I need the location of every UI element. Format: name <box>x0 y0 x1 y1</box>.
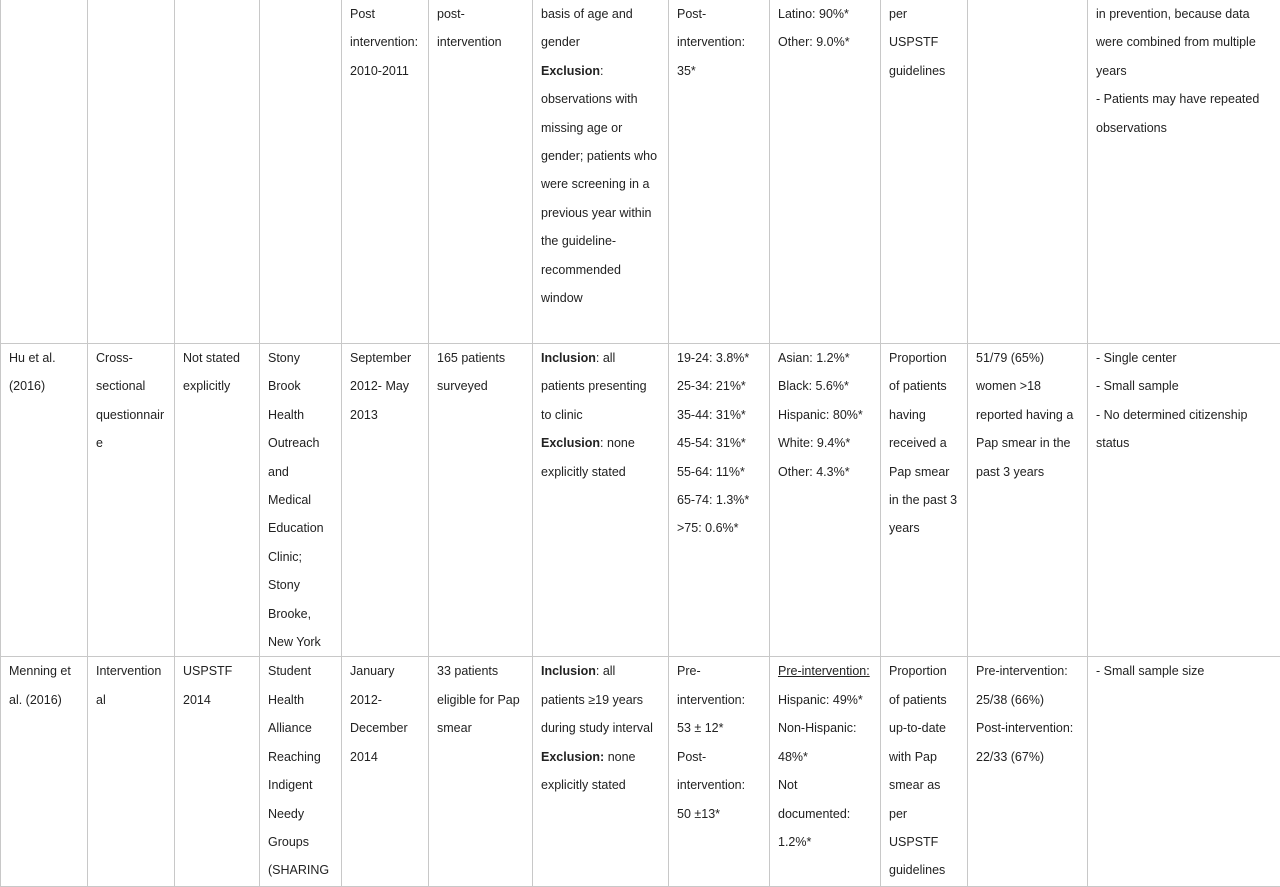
cell-text: to clinic <box>541 408 583 422</box>
cell-line: - Small sample size <box>1096 657 1274 685</box>
cell-text: Other: 9.0%* <box>778 35 850 49</box>
cell-result <box>968 657 1088 887</box>
cell-text: the guideline- <box>541 234 616 248</box>
cell-text: 48%* <box>778 750 808 764</box>
cell-text: were screening in a <box>541 177 649 191</box>
cell-line: Reaching <box>268 743 335 771</box>
cell-result <box>968 0 1088 344</box>
cell-line <box>541 771 662 799</box>
cell-line <box>541 170 662 198</box>
cell-line <box>778 401 874 429</box>
cell-text: observations with <box>541 92 638 106</box>
cell-ethnicity <box>770 344 881 657</box>
cell-design <box>88 657 175 887</box>
cell-ethnicity <box>770 0 881 344</box>
cell-text: Asian: 1.2%* <box>778 351 850 365</box>
cell-line: Pap smear <box>889 458 961 486</box>
cell-period <box>342 344 429 657</box>
cell-line: 2014 <box>183 686 253 714</box>
cell-line: post- <box>437 0 526 28</box>
cell-guideline <box>175 344 260 657</box>
cell-text: window <box>541 291 583 305</box>
cell-line <box>541 686 662 714</box>
cell-text: : all <box>596 351 615 365</box>
cell-line: al. (2016) <box>9 686 81 714</box>
cell-line: years <box>889 514 961 542</box>
cell-text: White: 9.4%* <box>778 436 850 450</box>
cell-line: Post- <box>677 743 763 771</box>
cell-line: reported having a <box>976 401 1081 429</box>
cell-text: Hispanic: 80%* <box>778 408 863 422</box>
cell-line: September <box>350 344 422 372</box>
cell-line <box>778 28 874 56</box>
cell-line: years <box>1096 57 1274 85</box>
cell-text: missing age or <box>541 121 622 135</box>
cell-text: explicitly stated <box>541 465 626 479</box>
cell-line <box>541 57 662 85</box>
cell-line: Alliance <box>268 714 335 742</box>
cell-line: - No determined citizenship <box>1096 401 1274 429</box>
cell-line <box>778 714 874 742</box>
cell-line: - Small sample <box>1096 372 1274 400</box>
cell-study <box>1 657 88 887</box>
bold-label: Exclusion <box>541 436 600 450</box>
cell-line <box>541 429 662 457</box>
cell-text: none <box>604 750 635 764</box>
cell-line: 2014 <box>350 743 422 771</box>
cell-line: eligible for Pap <box>437 686 526 714</box>
cell-line: guidelines <box>889 856 961 884</box>
cell-line: New York <box>268 628 335 656</box>
cell-line <box>778 771 874 799</box>
cell-design <box>88 0 175 344</box>
cell-line: Proportion <box>889 344 961 372</box>
cell-line: intervention <box>437 28 526 56</box>
cell-line: Pap smear in the <box>976 429 1081 457</box>
cell-line: USPSTF <box>889 28 961 56</box>
cell-line: surveyed <box>437 372 526 400</box>
cell-line: and <box>268 458 335 486</box>
cell-line <box>778 800 874 828</box>
bold-label: Exclusion <box>541 64 600 78</box>
cell-line: 35* <box>677 57 763 85</box>
cell-line <box>778 458 874 486</box>
cell-line: Post- <box>677 0 763 28</box>
cell-text: explicitly stated <box>541 778 626 792</box>
cell-line <box>541 401 662 429</box>
cell-line: 33 patients <box>437 657 526 685</box>
cell-line <box>778 686 874 714</box>
cell-line: Stony <box>268 344 335 372</box>
cell-line: 35-44: 31%* <box>677 401 763 429</box>
cell-sample <box>429 344 533 657</box>
cell-line: e <box>96 429 168 457</box>
cell-line: Post <box>350 0 422 28</box>
cell-line: received a <box>889 429 961 457</box>
cell-setting <box>260 0 342 344</box>
cell-line <box>778 372 874 400</box>
cell-line: smear as <box>889 771 961 799</box>
cell-line: 2013 <box>350 401 422 429</box>
cell-line: Not stated <box>183 344 253 372</box>
cell-period <box>342 0 429 344</box>
cell-line: 19-24: 3.8%* <box>677 344 763 372</box>
cell-line <box>541 344 662 372</box>
cell-text: patients presenting <box>541 379 647 393</box>
cell-line: 51/79 (65%) <box>976 344 1081 372</box>
cell-ethnicity <box>770 657 881 887</box>
cell-line <box>778 743 874 771</box>
cell-line: per <box>889 0 961 28</box>
cell-line <box>541 657 662 685</box>
cell-line: 2012- May <box>350 372 422 400</box>
cell-line <box>541 114 662 142</box>
cell-line <box>541 0 662 28</box>
cell-line: sectional <box>96 372 168 400</box>
cell-line: Intervention <box>96 657 168 685</box>
cell-line <box>541 256 662 284</box>
cell-line: in prevention, because data <box>1096 0 1274 28</box>
cell-line <box>541 85 662 113</box>
cell-line: Groups <box>268 828 335 856</box>
cell-line: 2012- <box>350 686 422 714</box>
cell-line: Cross- <box>96 344 168 372</box>
cell-line: Needy <box>268 800 335 828</box>
cell-line <box>541 28 662 56</box>
cell-line: up-to-date <box>889 714 961 742</box>
cell-text: : none <box>600 436 635 450</box>
cell-guideline <box>175 0 260 344</box>
cell-line: questionnair <box>96 401 168 429</box>
cell-limitations <box>1088 657 1280 887</box>
cell-criteria <box>533 657 669 887</box>
cell-line: intervention: <box>677 771 763 799</box>
cell-text: Hispanic: 49%* <box>778 693 863 707</box>
cell-line: 45-54: 31%* <box>677 429 763 457</box>
cell-line: Pre- <box>677 657 763 685</box>
cell-line: Outreach <box>268 429 335 457</box>
cell-study <box>1 0 88 344</box>
cell-line <box>778 0 874 28</box>
bold-label: Exclusion: <box>541 750 604 764</box>
cell-text: documented: <box>778 807 850 821</box>
cell-line <box>778 657 874 685</box>
cell-line: 65-74: 1.3%* <box>677 486 763 514</box>
cell-criteria <box>533 0 669 344</box>
cell-line <box>541 199 662 227</box>
cell-line <box>541 458 662 486</box>
cell-sample <box>429 0 533 344</box>
cell-line: >75: 0.6%* <box>677 514 763 542</box>
cell-line <box>778 828 874 856</box>
cell-line: 22/33 (67%) <box>976 743 1081 771</box>
cell-line: 2010-2011 <box>350 57 422 85</box>
cell-line: (SHARING <box>268 856 335 884</box>
cell-line: with Pap <box>889 743 961 771</box>
cell-text: Not <box>778 778 797 792</box>
cell-result <box>968 344 1088 657</box>
bold-label: Inclusion <box>541 664 596 678</box>
cell-line: 165 patients <box>437 344 526 372</box>
cell-line: were combined from multiple <box>1096 28 1274 56</box>
cell-text: : all <box>596 664 615 678</box>
table-row <box>1 344 1280 657</box>
cell-text: : <box>600 64 603 78</box>
cell-line: Indigent <box>268 771 335 799</box>
cell-line: women >18 <box>976 372 1081 400</box>
table-row <box>1 0 1280 344</box>
cell-outcome <box>881 657 968 887</box>
cell-line: Menning et <box>9 657 81 685</box>
cell-text: basis of age and <box>541 7 633 21</box>
cell-line: past 3 years <box>976 458 1081 486</box>
cell-line: Clinic; <box>268 543 335 571</box>
cell-guideline <box>175 657 260 887</box>
cell-limitations <box>1088 0 1280 344</box>
underlined-label: Pre-intervention: <box>778 664 870 678</box>
cell-setting <box>260 657 342 887</box>
table-row <box>1 657 1280 887</box>
cell-line: Health <box>268 686 335 714</box>
cell-setting <box>260 344 342 657</box>
cell-line: Post-intervention: <box>976 714 1081 742</box>
cell-limitations <box>1088 344 1280 657</box>
cell-line: having <box>889 401 961 429</box>
cell-line: USPSTF <box>183 657 253 685</box>
cell-line: Stony <box>268 571 335 599</box>
cell-line: Student <box>268 657 335 685</box>
cell-line: guidelines <box>889 57 961 85</box>
cell-line: of patients <box>889 372 961 400</box>
cell-line: Brook <box>268 372 335 400</box>
cell-line: smear <box>437 714 526 742</box>
cell-line: al <box>96 686 168 714</box>
cell-line <box>541 227 662 255</box>
cell-text: gender <box>541 35 580 49</box>
cell-line: - Single center <box>1096 344 1274 372</box>
cell-line: Pre-intervention: <box>976 657 1081 685</box>
cell-line: of patients <box>889 686 961 714</box>
cell-line: intervention: <box>677 686 763 714</box>
cell-study <box>1 344 88 657</box>
cell-line: Medical <box>268 486 335 514</box>
cell-line: USPSTF <box>889 828 961 856</box>
cell-line: explicitly <box>183 372 253 400</box>
cell-line <box>541 284 662 312</box>
cell-text: gender; patients who <box>541 149 657 163</box>
cell-line: intervention: <box>677 28 763 56</box>
cell-text: previous year within <box>541 206 651 220</box>
cell-text: recommended <box>541 263 621 277</box>
cell-line: observations <box>1096 114 1274 142</box>
cell-line: per <box>889 800 961 828</box>
cell-line <box>778 344 874 372</box>
cell-text: Other: 4.3%* <box>778 465 850 479</box>
cell-text: Non-Hispanic: <box>778 721 857 735</box>
cell-line: 50 ±13* <box>677 800 763 828</box>
cell-outcome <box>881 0 968 344</box>
cell-line: 25/38 (66%) <box>976 686 1081 714</box>
cell-line: Education <box>268 514 335 542</box>
bold-label: Inclusion <box>541 351 596 365</box>
cell-line <box>541 142 662 170</box>
cell-line: (2016) <box>9 372 81 400</box>
cell-criteria <box>533 344 669 657</box>
cell-line: Proportion <box>889 657 961 685</box>
cell-line: Health <box>268 401 335 429</box>
cell-sample <box>429 657 533 887</box>
cell-age <box>669 0 770 344</box>
cell-line: 25-34: 21%* <box>677 372 763 400</box>
cell-line <box>541 743 662 771</box>
cell-line <box>778 429 874 457</box>
cell-line: 53 ± 12* <box>677 714 763 742</box>
cell-line: - Patients may have repeated <box>1096 85 1274 113</box>
cell-line: in the past 3 <box>889 486 961 514</box>
cell-line: December <box>350 714 422 742</box>
cell-period <box>342 657 429 887</box>
cell-line: 55-64: 11%* <box>677 458 763 486</box>
cell-age <box>669 344 770 657</box>
cell-line: Brooke, <box>268 600 335 628</box>
cell-age <box>669 657 770 887</box>
cell-line: Hu et al. <box>9 344 81 372</box>
cell-text: 1.2%* <box>778 835 811 849</box>
cell-line <box>541 714 662 742</box>
cell-text: Latino: 90%* <box>778 7 849 21</box>
cell-line <box>541 372 662 400</box>
cell-text: Black: 5.6%* <box>778 379 849 393</box>
cell-line: January <box>350 657 422 685</box>
cell-design <box>88 344 175 657</box>
cell-line: intervention: <box>350 28 422 56</box>
cell-line: status <box>1096 429 1274 457</box>
cell-text: patients ≥19 years <box>541 693 643 707</box>
cell-text: during study interval <box>541 721 653 735</box>
cell-outcome <box>881 344 968 657</box>
